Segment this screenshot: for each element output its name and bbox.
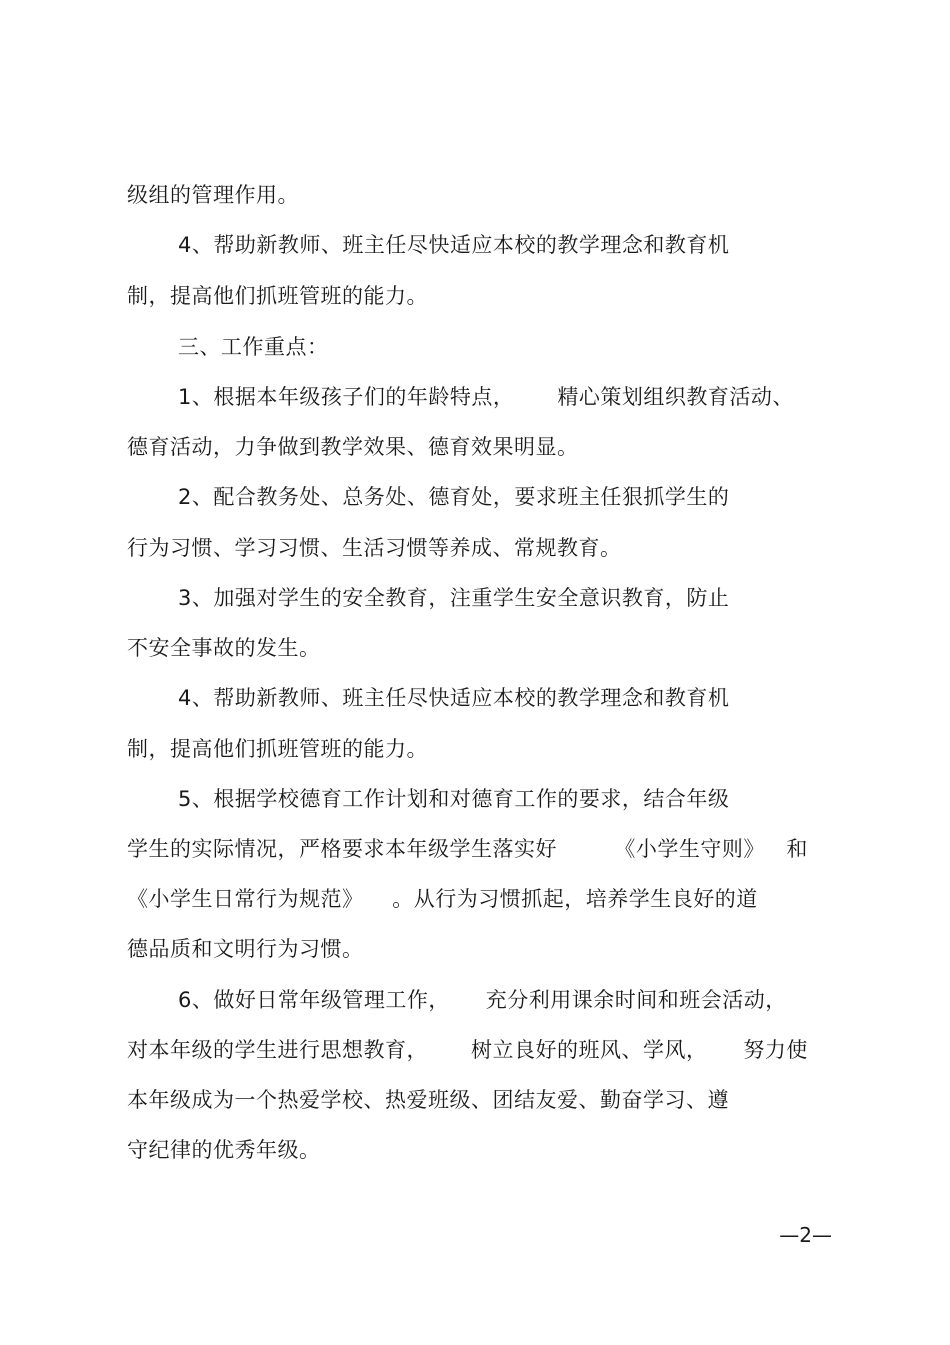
text-line: 德品质和文明行为习惯。: [127, 937, 364, 961]
text-line: 1、根据本年级孩子们的年龄特点， 精心策划组织教育活动、: [178, 385, 794, 409]
text-line: 学生的实际情况，严格要求本年级学生落实好 《小学生守则》 和: [127, 837, 808, 861]
text-line: 制，提高他们抓班管班的能力。: [127, 737, 428, 761]
page-number: —2—: [779, 1223, 832, 1247]
text-line: 级组的管理作用。: [127, 183, 299, 207]
text-line: 3、加强对学生的安全教育，注重学生安全意识教育，防止: [178, 586, 730, 610]
text-line: 制，提高他们抓班管班的能力。: [127, 284, 428, 308]
text-line: 4、帮助新教师、班主任尽快适应本校的教学理念和教育机: [178, 686, 730, 710]
text-line: 不安全事故的发生。: [127, 636, 321, 660]
text-line: 5、根据学校德育工作计划和对德育工作的要求，结合年级: [178, 787, 730, 811]
text-line: 德育活动，力争做到教学效果、德育效果明显。: [127, 435, 579, 459]
text-line: 4、帮助新教师、班主任尽快适应本校的教学理念和教育机: [178, 233, 730, 257]
text-line: 《小学生日常行为规范》 。从行为习惯抓起，培养学生良好的道: [127, 887, 758, 911]
text-line: 行为习惯、学习习惯、生活习惯等养成、常规教育。: [127, 536, 622, 560]
text-line: 本年级成为一个热爱学校、热爱班级、团结友爱、勤奋学习、遵: [127, 1088, 729, 1112]
text-line: 2、配合教务处、总务处、德育处，要求班主任狠抓学生的: [178, 485, 730, 509]
section-heading: 三、工作重点：: [178, 335, 329, 359]
text-line: 对本年级的学生进行思想教育， 树立良好的班风、学风， 努力使: [127, 1038, 808, 1062]
text-line: 6、做好日常年级管理工作， 充分利用课余时间和班会活动，: [178, 988, 787, 1012]
text-line: 守纪律的优秀年级。: [127, 1138, 321, 1162]
